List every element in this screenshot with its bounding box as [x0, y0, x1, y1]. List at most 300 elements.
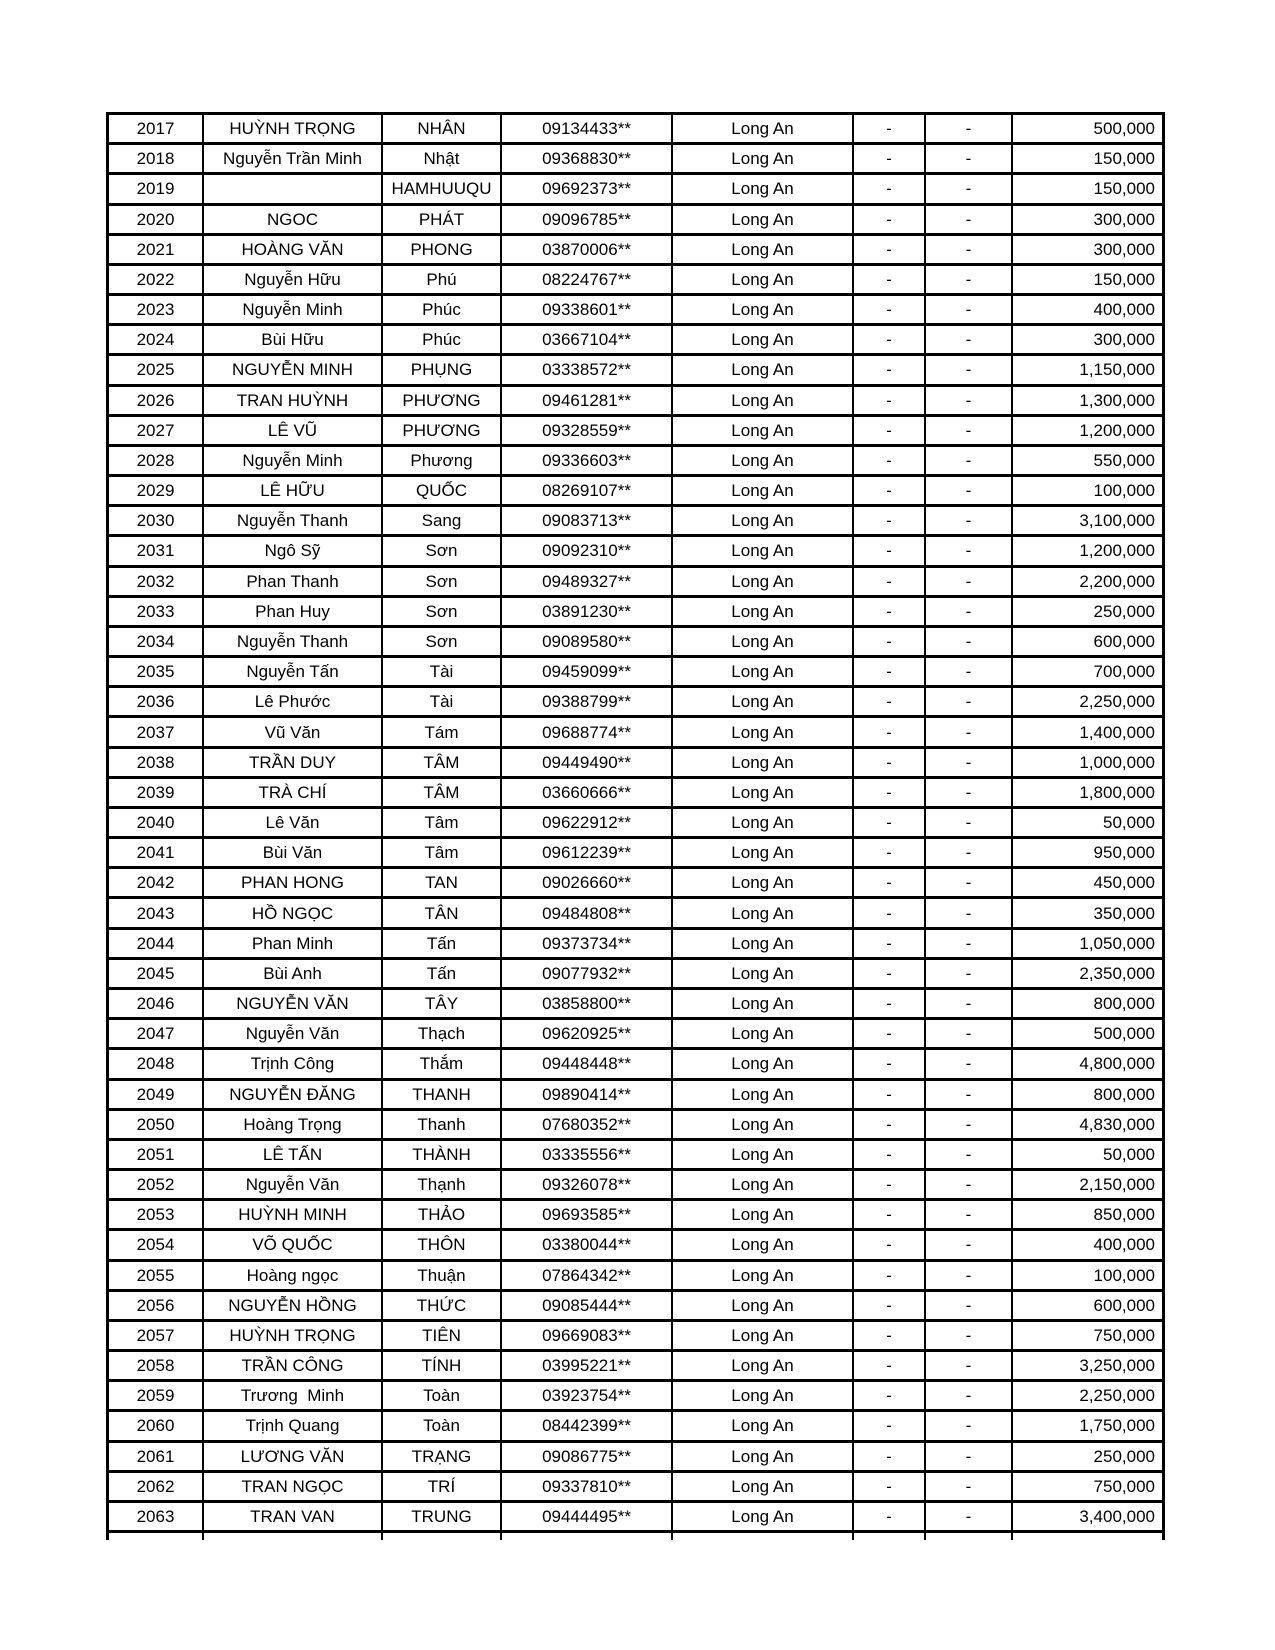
cell-col-7: - [926, 206, 1013, 233]
cell-col-7: - [926, 1443, 1013, 1470]
cell-first-middle-name: TRAN VAN [204, 1503, 383, 1530]
cell-province: Long An [673, 718, 854, 745]
cell-first-middle-name: HUỲNH TRỌNG [204, 115, 383, 142]
cell-given-name: Sang [383, 507, 502, 534]
cell-row-id: 2060 [109, 1412, 204, 1439]
cell-row-id: 2034 [109, 628, 204, 655]
cell-col-7: - [926, 236, 1013, 263]
cell-given-name: TÍNH [383, 1352, 502, 1379]
cell-phone-masked: 09083713** [502, 507, 673, 534]
cell-col-6: - [854, 1473, 926, 1500]
cell-phone-masked: 09622912** [502, 809, 673, 836]
cell-col-7: - [926, 1412, 1013, 1439]
cell-given-name: NHÂN [383, 115, 502, 142]
table-row [109, 779, 1162, 809]
cell-phone-masked: 09326078** [502, 1171, 673, 1198]
cell-given-name: Tâm [383, 809, 502, 836]
cell-province: Long An [673, 356, 854, 383]
cell-phone-masked: 03923754** [502, 1382, 673, 1409]
table-row [109, 1171, 1162, 1201]
cell-province: Long An [673, 1473, 854, 1500]
cell-province: Long An [673, 1171, 854, 1198]
cell-first-middle-name: Hoàng Trọng [204, 1111, 383, 1138]
cell-first-middle-name: LƯƠNG VĂN [204, 1443, 383, 1470]
cell-province: Long An [673, 1201, 854, 1228]
cell-province: Long An [673, 1503, 854, 1530]
table-row [109, 1050, 1162, 1080]
cell-phone-masked: 09692373** [502, 175, 673, 202]
cell-amount: 400,000 [1093, 300, 1155, 320]
cell-amount: 150,000 [1093, 149, 1155, 169]
cell-col-6: - [854, 477, 926, 504]
cell-col-6: - [854, 1503, 926, 1530]
cell-given-name: Phương [383, 447, 502, 474]
cell-amount: 1,800,000 [1079, 782, 1155, 802]
cell-first-middle-name: Nguyễn Minh [204, 447, 383, 474]
cell-row-id: 2054 [109, 1231, 204, 1258]
cell-col-7: - [926, 356, 1013, 383]
table-row [109, 1141, 1162, 1171]
cell-province: Long An [673, 568, 854, 595]
cell-province: Long An [673, 1352, 854, 1379]
cell-col-7: - [926, 1322, 1013, 1349]
cell-col-7: - [926, 718, 1013, 745]
cell-amount: 2,250,000 [1079, 1386, 1155, 1406]
cell-col-6: - [854, 326, 926, 353]
cell-given-name: PHONG [383, 236, 502, 263]
cell-province: Long An [673, 1050, 854, 1077]
cell-row-id: 2046 [109, 990, 204, 1017]
table-row [109, 417, 1162, 447]
cell-given-name: Thạnh [383, 1171, 502, 1198]
cell-first-middle-name: Bùi Văn [204, 839, 383, 866]
cell-amount: 4,830,000 [1079, 1114, 1155, 1134]
cell-first-middle-name: NGUYỄN ĐĂNG [204, 1081, 383, 1108]
cell-phone-masked: 09693585** [502, 1201, 673, 1228]
cell-amount: 1,200,000 [1079, 420, 1155, 440]
cell-first-middle-name: Vũ Văn [204, 718, 383, 745]
table-row [109, 1292, 1162, 1322]
cell-phone-masked: 09337810** [502, 1473, 673, 1500]
cell-given-name: TÂM [383, 749, 502, 776]
cell-col-7: - [926, 1141, 1013, 1168]
cell-given-name: Tấn [383, 960, 502, 987]
cell-first-middle-name [204, 175, 383, 202]
cell-amount: 450,000 [1093, 873, 1155, 893]
cell-row-id: 2047 [109, 1020, 204, 1047]
cell-col-6: - [854, 387, 926, 414]
cell-given-name: Thanh [383, 1111, 502, 1138]
cell-phone-masked: 03995221** [502, 1352, 673, 1379]
cell-given-name: TRÍ [383, 1473, 502, 1500]
cell-col-6: - [854, 779, 926, 806]
cell-phone-masked: 03335556** [502, 1141, 673, 1168]
cell-row-id: 2057 [109, 1322, 204, 1349]
cell-first-middle-name: TRAN HUỲNH [204, 387, 383, 414]
cell-col-7: - [926, 688, 1013, 715]
table-row [109, 718, 1162, 748]
table-row [109, 145, 1162, 175]
cell-phone-masked: 07864342** [502, 1262, 673, 1289]
cell-amount: 150,000 [1093, 269, 1155, 289]
cell-row-id: 2044 [109, 930, 204, 957]
cell-col-7: - [926, 266, 1013, 293]
cell-col-6: - [854, 1201, 926, 1228]
cell-first-middle-name: Nguyễn Thanh [204, 507, 383, 534]
cell-col-6: - [854, 1141, 926, 1168]
cell-phone-masked: 09373734** [502, 930, 673, 957]
cell-province: Long An [673, 236, 854, 263]
cell-amount: 950,000 [1093, 843, 1155, 863]
table-row [109, 990, 1162, 1020]
cell-province: Long An [673, 960, 854, 987]
cell-col-7: - [926, 658, 1013, 685]
cell-col-6: - [854, 115, 926, 142]
cell-col-7: - [926, 1111, 1013, 1138]
table-row [109, 115, 1162, 145]
cell-given-name: TÂN [383, 899, 502, 926]
cell-phone-masked: 09134433** [502, 115, 673, 142]
cell-first-middle-name: LÊ VŨ [204, 417, 383, 444]
table-row [109, 568, 1162, 598]
cell-province: Long An [673, 1443, 854, 1470]
cell-phone-masked: 03891230** [502, 598, 673, 625]
column-border-stub [204, 1533, 383, 1540]
cell-amount: 850,000 [1093, 1205, 1155, 1225]
table-row [109, 1081, 1162, 1111]
table-row [109, 477, 1162, 507]
cell-first-middle-name: TRẦN DUY [204, 749, 383, 776]
cell-province: Long An [673, 1322, 854, 1349]
cell-amount: 300,000 [1093, 209, 1155, 229]
cell-row-id: 2037 [109, 718, 204, 745]
table-row [109, 1443, 1162, 1473]
table-row [109, 387, 1162, 417]
cell-col-6: - [854, 1322, 926, 1349]
table-row [109, 175, 1162, 205]
cell-col-7: - [926, 447, 1013, 474]
cell-amount: 1,750,000 [1079, 1416, 1155, 1436]
cell-col-7: - [926, 296, 1013, 323]
cell-col-7: - [926, 960, 1013, 987]
cell-province: Long An [673, 899, 854, 926]
cell-province: Long An [673, 869, 854, 896]
cell-row-id: 2027 [109, 417, 204, 444]
cell-amount: 600,000 [1093, 1295, 1155, 1315]
cell-first-middle-name: Phan Huy [204, 598, 383, 625]
cell-amount: 50,000 [1103, 1144, 1155, 1164]
cell-first-middle-name: Nguyễn Minh [204, 296, 383, 323]
cell-first-middle-name: TRAN NGỌC [204, 1473, 383, 1500]
cell-col-6: - [854, 1050, 926, 1077]
table-row [109, 1352, 1162, 1382]
cell-col-6: - [854, 869, 926, 896]
cell-amount: 2,150,000 [1079, 1175, 1155, 1195]
cell-col-7: - [926, 990, 1013, 1017]
table-row [109, 1201, 1162, 1231]
cell-row-id: 2055 [109, 1262, 204, 1289]
cell-given-name: Sơn [383, 598, 502, 625]
cell-amount: 300,000 [1093, 330, 1155, 350]
cell-first-middle-name: NGUYỄN MINH [204, 356, 383, 383]
cell-given-name: THỨC [383, 1292, 502, 1319]
table-row [109, 598, 1162, 628]
cell-province: Long An [673, 417, 854, 444]
cell-row-id: 2041 [109, 839, 204, 866]
table-row [109, 537, 1162, 567]
cell-col-7: - [926, 809, 1013, 836]
table-row [109, 1503, 1162, 1530]
cell-phone-masked: 09620925** [502, 1020, 673, 1047]
cell-first-middle-name: Trương Minh [204, 1382, 383, 1409]
cell-given-name: Sơn [383, 537, 502, 564]
cell-phone-masked: 03667104** [502, 326, 673, 353]
cell-given-name: Toàn [383, 1412, 502, 1439]
cell-first-middle-name: Lê Văn [204, 809, 383, 836]
cell-col-7: - [926, 749, 1013, 776]
cell-amount: 500,000 [1093, 119, 1155, 139]
cell-first-middle-name: TRÀ CHÍ [204, 779, 383, 806]
cell-amount: 250,000 [1093, 1446, 1155, 1466]
table-row [109, 1473, 1162, 1503]
cell-province: Long An [673, 326, 854, 353]
cell-given-name: Tám [383, 718, 502, 745]
cell-given-name: TRẠNG [383, 1443, 502, 1470]
cell-row-id: 2031 [109, 537, 204, 564]
cell-given-name: Tài [383, 658, 502, 685]
cell-amount: 100,000 [1093, 1265, 1155, 1285]
cell-col-6: - [854, 356, 926, 383]
cell-given-name: Tấn [383, 930, 502, 957]
cell-phone-masked: 09388799** [502, 688, 673, 715]
cell-col-6: - [854, 1171, 926, 1198]
cell-phone-masked: 03870006** [502, 236, 673, 263]
cell-row-id: 2048 [109, 1050, 204, 1077]
column-border-stub [673, 1533, 854, 1540]
cell-province: Long An [673, 507, 854, 534]
cell-province: Long An [673, 447, 854, 474]
cell-phone-masked: 09089580** [502, 628, 673, 655]
table-row [109, 1111, 1162, 1141]
cell-col-6: - [854, 1412, 926, 1439]
cell-col-7: - [926, 507, 1013, 534]
cell-row-id: 2053 [109, 1201, 204, 1228]
table-row [109, 447, 1162, 477]
cell-row-id: 2020 [109, 206, 204, 233]
cell-phone-masked: 09444495** [502, 1503, 673, 1530]
cell-phone-masked: 09086775** [502, 1443, 673, 1470]
cell-province: Long An [673, 1020, 854, 1047]
cell-first-middle-name: Bùi Anh [204, 960, 383, 987]
cell-row-id: 2042 [109, 869, 204, 896]
cell-col-7: - [926, 145, 1013, 172]
cell-col-7: - [926, 568, 1013, 595]
cell-province: Long An [673, 688, 854, 715]
column-border-stub [109, 1533, 204, 1540]
cell-province: Long An [673, 145, 854, 172]
table-row [109, 869, 1162, 899]
cell-col-6: - [854, 749, 926, 776]
cell-row-id: 2050 [109, 1111, 204, 1138]
cell-col-6: - [854, 688, 926, 715]
cell-col-6: - [854, 1262, 926, 1289]
cell-col-6: - [854, 990, 926, 1017]
cell-amount: 1,150,000 [1079, 360, 1155, 380]
cell-row-id: 2061 [109, 1443, 204, 1470]
cell-province: Long An [673, 537, 854, 564]
cell-given-name: TRUNG [383, 1503, 502, 1530]
cell-phone-masked: 09338601** [502, 296, 673, 323]
cell-row-id: 2019 [109, 175, 204, 202]
cell-phone-masked: 09688774** [502, 718, 673, 745]
cell-amount: 350,000 [1093, 903, 1155, 923]
cell-col-6: - [854, 598, 926, 625]
cell-col-6: - [854, 296, 926, 323]
cell-phone-masked: 03660666** [502, 779, 673, 806]
cell-first-middle-name: NGOC [204, 206, 383, 233]
cell-given-name: Sơn [383, 628, 502, 655]
cell-given-name: Tâm [383, 839, 502, 866]
cell-row-id: 2033 [109, 598, 204, 625]
cell-col-6: - [854, 568, 926, 595]
cell-col-6: - [854, 145, 926, 172]
cell-given-name: Phúc [383, 296, 502, 323]
cell-col-7: - [926, 1050, 1013, 1077]
cell-row-id: 2017 [109, 115, 204, 142]
table-row [109, 839, 1162, 869]
table-row [109, 1322, 1162, 1352]
table-row [109, 809, 1162, 839]
cell-row-id: 2062 [109, 1473, 204, 1500]
cell-amount: 3,250,000 [1079, 1356, 1155, 1376]
cell-row-id: 2029 [109, 477, 204, 504]
cell-col-7: - [926, 326, 1013, 353]
cell-given-name: TÂM [383, 779, 502, 806]
next-row-cutoff-stubs [106, 1533, 1165, 1540]
cell-phone-masked: 09096785** [502, 206, 673, 233]
cell-row-id: 2018 [109, 145, 204, 172]
cell-province: Long An [673, 990, 854, 1017]
cell-col-6: - [854, 839, 926, 866]
cell-row-id: 2063 [109, 1503, 204, 1530]
table-row [109, 507, 1162, 537]
cell-amount: 400,000 [1093, 1235, 1155, 1255]
cell-phone-masked: 09336603** [502, 447, 673, 474]
cell-col-7: - [926, 1171, 1013, 1198]
cell-col-6: - [854, 658, 926, 685]
cell-col-6: - [854, 930, 926, 957]
cell-col-6: - [854, 1020, 926, 1047]
table-row [109, 206, 1162, 236]
cell-col-7: - [926, 1020, 1013, 1047]
cell-first-middle-name: PHAN HONG [204, 869, 383, 896]
cell-row-id: 2059 [109, 1382, 204, 1409]
cell-col-6: - [854, 628, 926, 655]
cell-province: Long An [673, 1382, 854, 1409]
cell-given-name: TIÊN [383, 1322, 502, 1349]
table-row [109, 236, 1162, 266]
table-row [109, 749, 1162, 779]
cell-given-name: Nhật [383, 145, 502, 172]
cell-province: Long An [673, 115, 854, 142]
cell-given-name: PHƯƠNG [383, 417, 502, 444]
cell-amount: 2,250,000 [1079, 692, 1155, 712]
cell-col-6: - [854, 899, 926, 926]
cell-row-id: 2038 [109, 749, 204, 776]
table-row [109, 930, 1162, 960]
table-row [109, 688, 1162, 718]
cell-amount: 3,400,000 [1079, 1506, 1155, 1526]
column-border-stub [383, 1533, 502, 1540]
cell-province: Long An [673, 930, 854, 957]
cell-amount: 2,200,000 [1079, 571, 1155, 591]
cell-col-7: - [926, 417, 1013, 444]
cell-col-6: - [854, 266, 926, 293]
cell-amount: 100,000 [1093, 481, 1155, 501]
table-row [109, 960, 1162, 990]
cell-amount: 750,000 [1093, 1325, 1155, 1345]
cell-col-7: - [926, 1201, 1013, 1228]
cell-phone-masked: 09448448** [502, 1050, 673, 1077]
cell-col-6: - [854, 447, 926, 474]
cell-amount: 600,000 [1093, 632, 1155, 651]
cell-row-id: 2052 [109, 1171, 204, 1198]
cell-phone-masked: 08442399** [502, 1412, 673, 1439]
cell-col-7: - [926, 537, 1013, 564]
cell-first-middle-name: Nguyễn Văn [204, 1171, 383, 1198]
cell-col-7: - [926, 1231, 1013, 1258]
cell-first-middle-name: HUỲNH MINH [204, 1201, 383, 1228]
cell-first-middle-name: VÕ QUỐC [204, 1231, 383, 1258]
cell-col-6: - [854, 175, 926, 202]
cell-given-name: TÂY [383, 990, 502, 1017]
cell-province: Long An [673, 779, 854, 806]
cell-given-name: QUỐC [383, 477, 502, 504]
cell-first-middle-name: Phan Minh [204, 930, 383, 957]
cell-col-6: - [854, 1111, 926, 1138]
cell-col-7: - [926, 628, 1013, 655]
cell-given-name: HAMHUUQU [383, 175, 502, 202]
cell-phone-masked: 09489327** [502, 568, 673, 595]
cell-amount: 300,000 [1093, 239, 1155, 259]
cell-amount: 1,000,000 [1079, 752, 1155, 772]
cell-province: Long An [673, 1141, 854, 1168]
column-border-stub [926, 1533, 1013, 1540]
cell-amount: 3,100,000 [1079, 511, 1155, 531]
cell-row-id: 2051 [109, 1141, 204, 1168]
cell-given-name: THÀNH [383, 1141, 502, 1168]
cell-phone-masked: 07680352** [502, 1111, 673, 1138]
cell-given-name: Toàn [383, 1382, 502, 1409]
cell-amount: 1,050,000 [1079, 933, 1155, 953]
table-row [109, 1262, 1162, 1292]
cell-given-name: Thắm [383, 1050, 502, 1077]
cell-given-name: PHỤNG [383, 356, 502, 383]
cell-given-name: PHÁT [383, 206, 502, 233]
cell-amount: 4,800,000 [1079, 1054, 1155, 1074]
cell-amount: 700,000 [1093, 662, 1155, 682]
cell-col-6: - [854, 1231, 926, 1258]
cell-amount: 250,000 [1093, 601, 1155, 621]
cell-phone-masked: 09085444** [502, 1292, 673, 1319]
cell-province: Long An [673, 658, 854, 685]
cell-col-7: - [926, 1262, 1013, 1289]
column-border-stub [1013, 1533, 1162, 1540]
column-border-stub [854, 1533, 926, 1540]
cell-col-7: - [926, 839, 1013, 866]
cell-amount: 2,350,000 [1079, 963, 1155, 983]
cell-phone-masked: 09612239** [502, 839, 673, 866]
